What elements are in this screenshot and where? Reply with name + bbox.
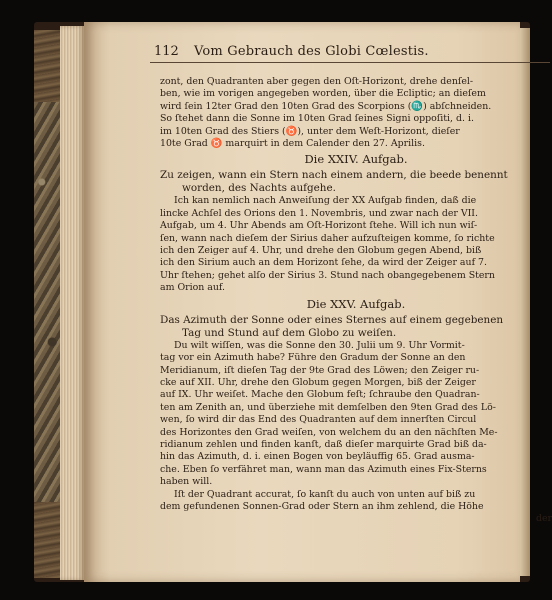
text-line: zont, den Quadranten aber gegen den Oſt-Horizont, drehe denſel-	[160, 76, 474, 87]
text-line: ben, wie im vorigen angegeben worden, über die Ecliptic; an dieſem	[160, 88, 486, 100]
running-title: Vom Gebrauch des Globi Cœlestis.	[194, 44, 429, 59]
section-subtitle: Das Azimuth der Sonne oder eines Sternes auf einem gegebenen	[160, 313, 504, 326]
text-line: hin das Azimuth, d. i. einen Bogen von beyläuffig 65. Grad ausma-	[160, 451, 475, 463]
text-line: im 10ten Grad des Stiers (♉), unter dem Weſt-Horizont, dieſer	[160, 125, 460, 137]
text-line: Du wilt wiſſen, was die Sonne den 30. Julii um 9. Uhr Vormit-	[174, 339, 465, 351]
header-rule	[150, 62, 550, 63]
text-line: wen, ſo wird dir das End des Quadranten auf dem innerſten Circul	[160, 414, 477, 426]
text-line: wird ſein 12ter Grad den 10ten Grad des Scorpions (♏) abſchneiden.	[160, 100, 492, 112]
page-number: 112	[154, 44, 179, 59]
text-line: 10te Grad ♉ marquirt in dem Calender den 27. Aprilis.	[160, 138, 425, 150]
section-subtitle: Tag und Stund auf dem Globo zu weiſen.	[182, 326, 397, 339]
text-line: lincke Achſel des Orions den 1. Novembris, und zwar nach der VII.	[160, 207, 478, 219]
text-line: ich den Sirium auch an dem Horizont ſehe, da wird der Zeiger auf 7.	[160, 257, 487, 269]
text-line: Meridianum, iſt dieſen Tag der 9te Grad des Löwen; den Zeiger ru-	[160, 364, 480, 376]
page-body	[160, 76, 552, 526]
section-subtitle: worden, des Nachts aufgehe.	[182, 182, 336, 195]
text-line: des Horizontes den Grad weiſen, von welchem du an den nächſten Me-	[160, 426, 498, 438]
page-header	[72, 44, 484, 60]
text-line: ich den Zeiger auf 4. Uhr, und drehe den Globum gegen Abend, biß	[160, 245, 482, 257]
text-line: Uhr ſtehen; gehet alſo der Sirius 3. Stund nach obangegebenem Stern	[160, 269, 495, 281]
text-line: auf IX. Uhr weiſet. Mache den Globum feſt; ſchraube den Quadran-	[160, 389, 480, 401]
section-subtitle: Zu zeigen, wann ein Stern nach einem andern, die beede benennt	[160, 169, 508, 182]
text-line: tag vor ein Azimuth habe? Führe den Gradum der Sonne an den	[160, 352, 466, 364]
text-line: Aufgab, um 4. Uhr Abends am Oſt-Horizont ſtehe. Will ich nun wiſ-	[160, 220, 478, 232]
text-line: cke auf XII. Uhr, drehe den Globum gegen Morgen, biß der Zeiger	[160, 376, 476, 388]
text-line: Iſt der Quadrant accurat, ſo kanſt du auch von unten auf biß zu	[174, 488, 476, 500]
text-line: am Orion auf.	[160, 282, 226, 294]
text-line: che. Eben ſo verfähret man, wann man das Azimuth eines Fix-Sterns	[160, 463, 487, 475]
text-line: Ich kan nemlich nach Anweiſung der XX Aufgab finden, daß die	[174, 195, 477, 207]
text-line: dem gefundenen Sonnen-Grad oder Stern an ihm zehlend, die Höhe	[160, 500, 484, 512]
text-line: ſen, wann nach dieſem der Sirius daher aufzuſteigen komme, ſo richte	[160, 232, 495, 244]
text-line: So ſtehet dann die Sonne im 10ten Grad ſeines Signi oppoſiti, d. i.	[160, 113, 474, 125]
marbled-endpaper	[34, 102, 60, 502]
catchword: der	[535, 513, 552, 525]
page-edges	[60, 26, 84, 580]
section-heading: Die XXIV. Aufgab.	[304, 152, 408, 167]
text-line: ten am Zenith an, und überziehe mit demſelben den 9ten Grad des Lö-	[160, 401, 496, 413]
section-heading: Die XXV. Aufgab.	[306, 296, 406, 311]
text-line: ridianum zehlen und finden kanſt, daß dieſer marquirte Grad biß da-	[160, 438, 487, 450]
text-line: haben will.	[160, 476, 213, 488]
